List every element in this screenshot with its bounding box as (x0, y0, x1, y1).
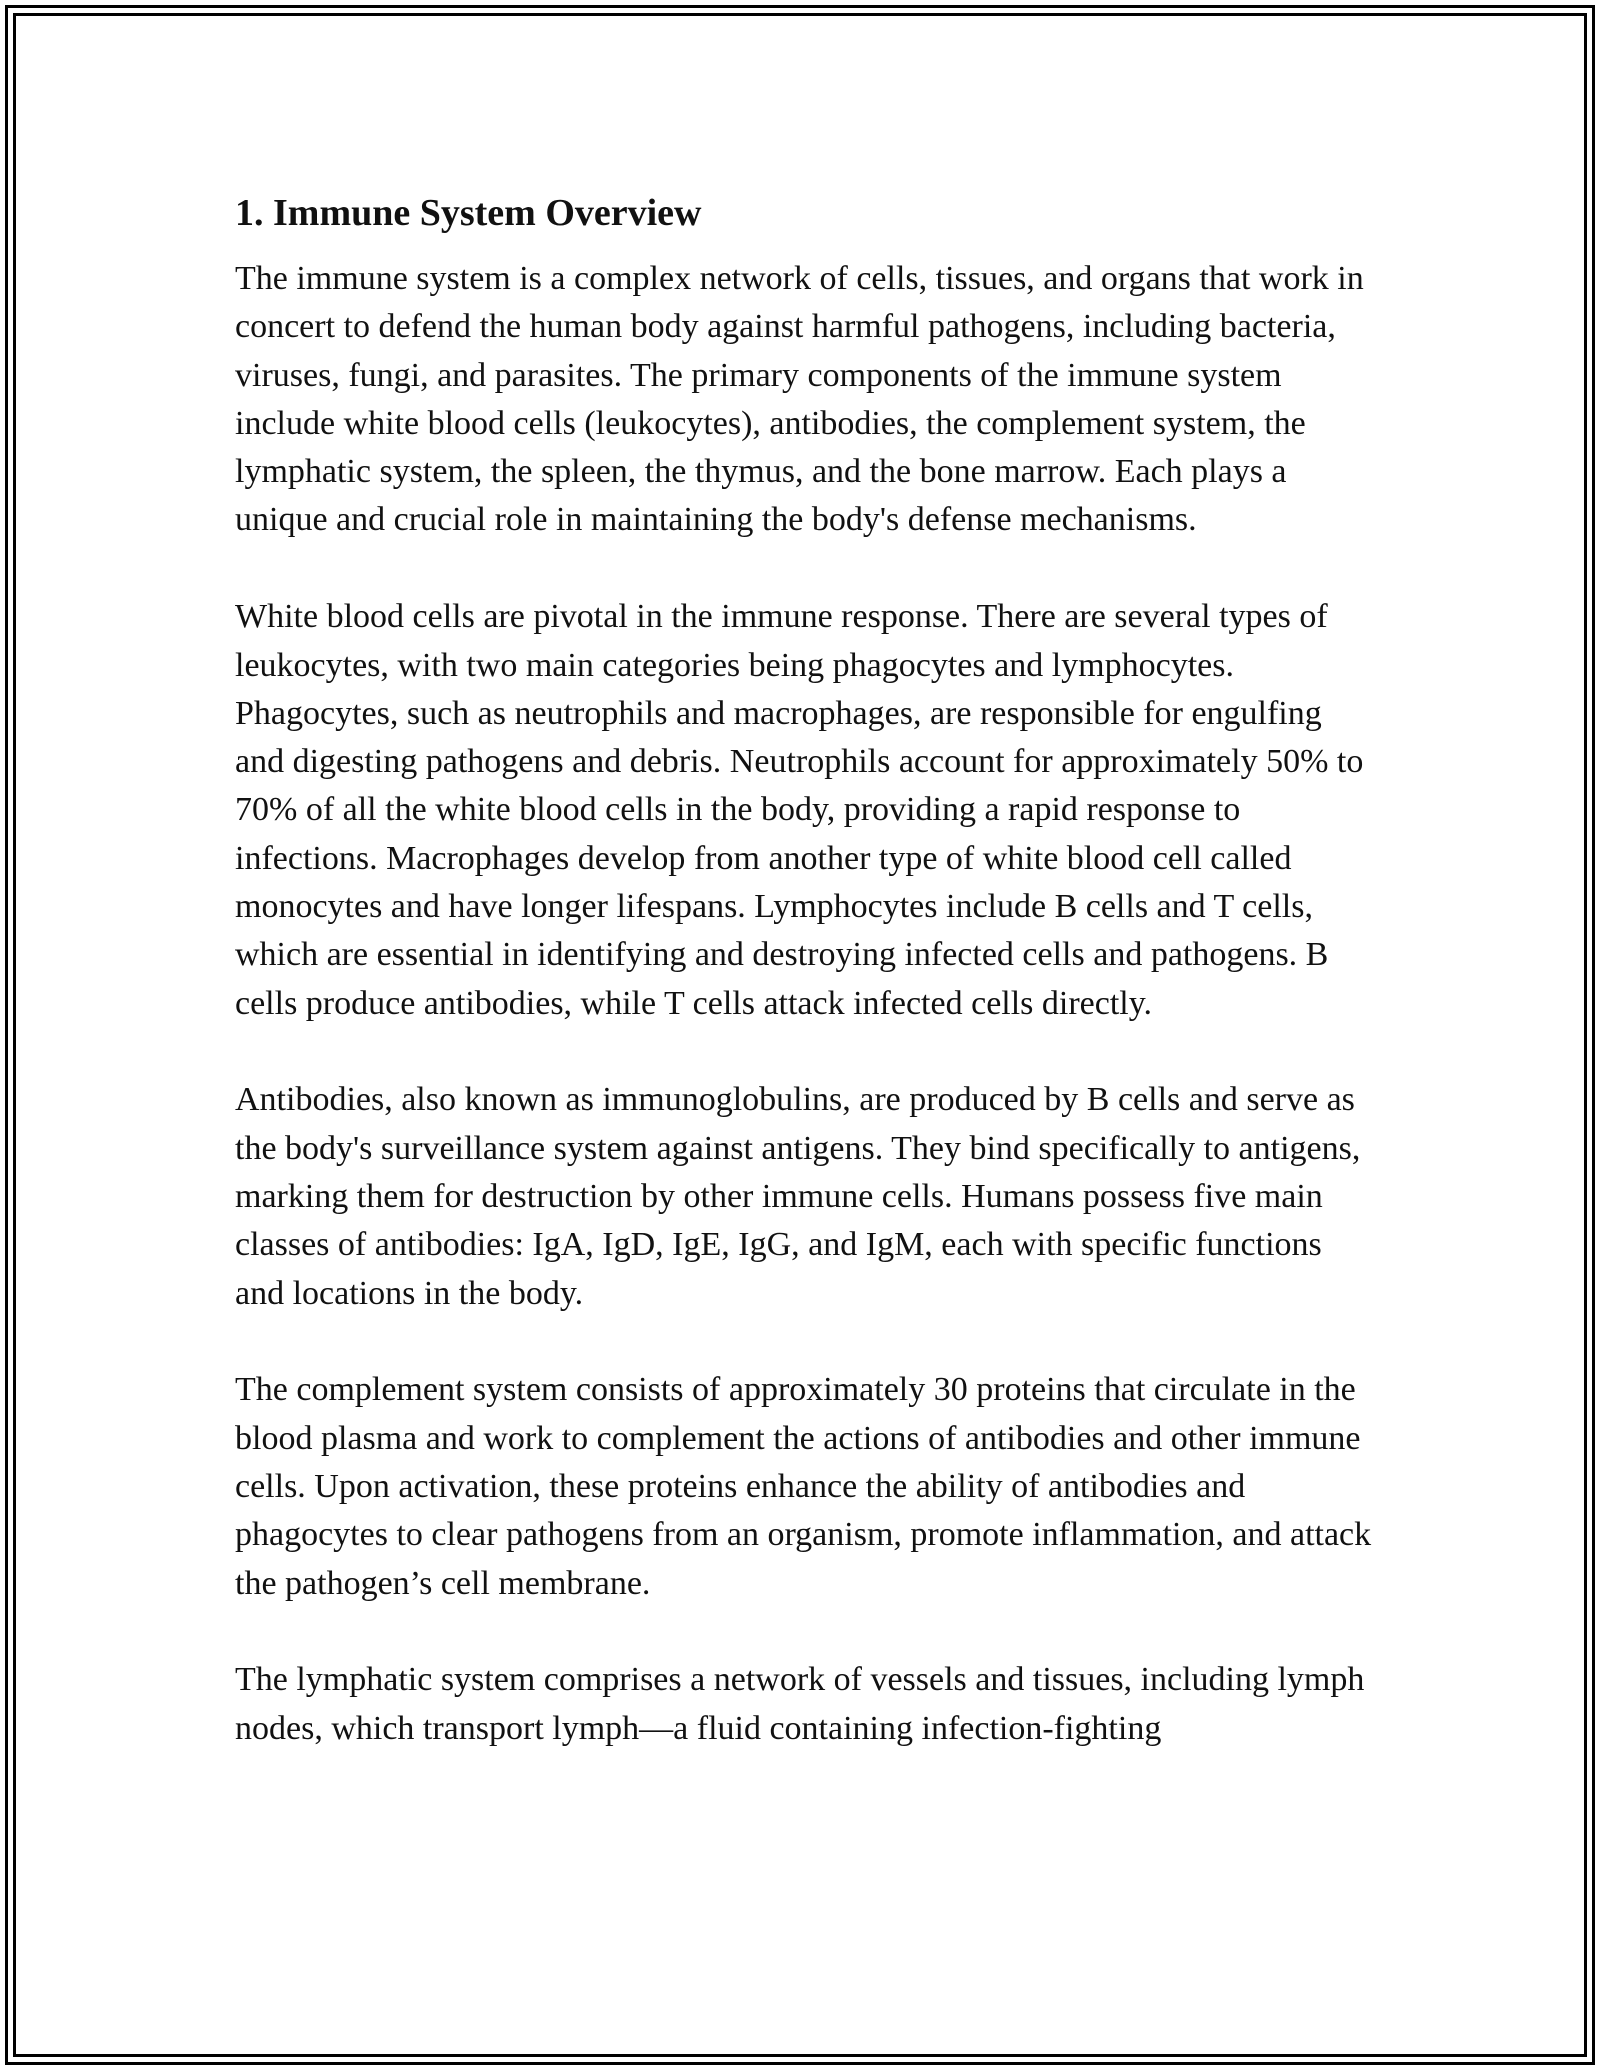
paragraph-complement-system: The complement system consists of approximately 30 proteins that circulate in the blood plasma and work to complement the actions of antibodies and other immune cells. Upon activation, these proteins enhance the ability of antibodies and phagocytes to clear pathogens from an organism, promote inflammation, and attack the pathogen’s cell membrane. (235, 1371, 1372, 1602)
paragraph-immune-system-intro: The immune system is a complex network of cells, tissues, and organs that work in concert to defend the human body against harmful pathogens, including bacteria, viruses, fungi, and parasites. The primary components of the immune system include white blood cells (leukocytes), antibodies, the complement system, the lymphatic system, the spleen, the thymus, and the bone marrow. Each plays a unique and crucial role in maintaining the body's defense mechanisms. (235, 260, 1364, 539)
document-body (235, 185, 1375, 1802)
paragraph-lymphatic-system: The lymphatic system comprises a network of vessels and tissues, including lymph nodes, which transport lymph—a fluid containing infection-fighting (235, 1661, 1365, 1747)
paragraph-antibodies: Antibodies, also known as immunoglobulins, are produced by B cells and serve as the body's surveillance system against antigens. They bind specifically to antigens, marking them for destruction by other immune cells. Humans possess five main classes of antibodies: IgA, IgD, IgE, IgG, and IgM, each with specific functions and locations in the body. (235, 1081, 1361, 1312)
section-heading: 1. Immune System Overview (235, 192, 702, 234)
paragraph-white-blood-cells: White blood cells are pivotal in the immune response. There are several types of leukocytes, with two main categories being phagocytes and lymphocytes. Phagocytes, such as neutrophils and macrophages, are responsible for engulfing and digesting pathogens and debris. Neutrophils account for approximately 50% to 70% of all the white blood cells in the body, providing a rapid response to infections. Macrophages develop from another type of white blood cell called monocytes and have longer lifespans. Lymphocytes include B cells and T cells, which are essential in identifying and destroying infected cells and pathogens. B cells produce antibodies, while T cells attack infected cells directly. (235, 598, 1364, 1022)
